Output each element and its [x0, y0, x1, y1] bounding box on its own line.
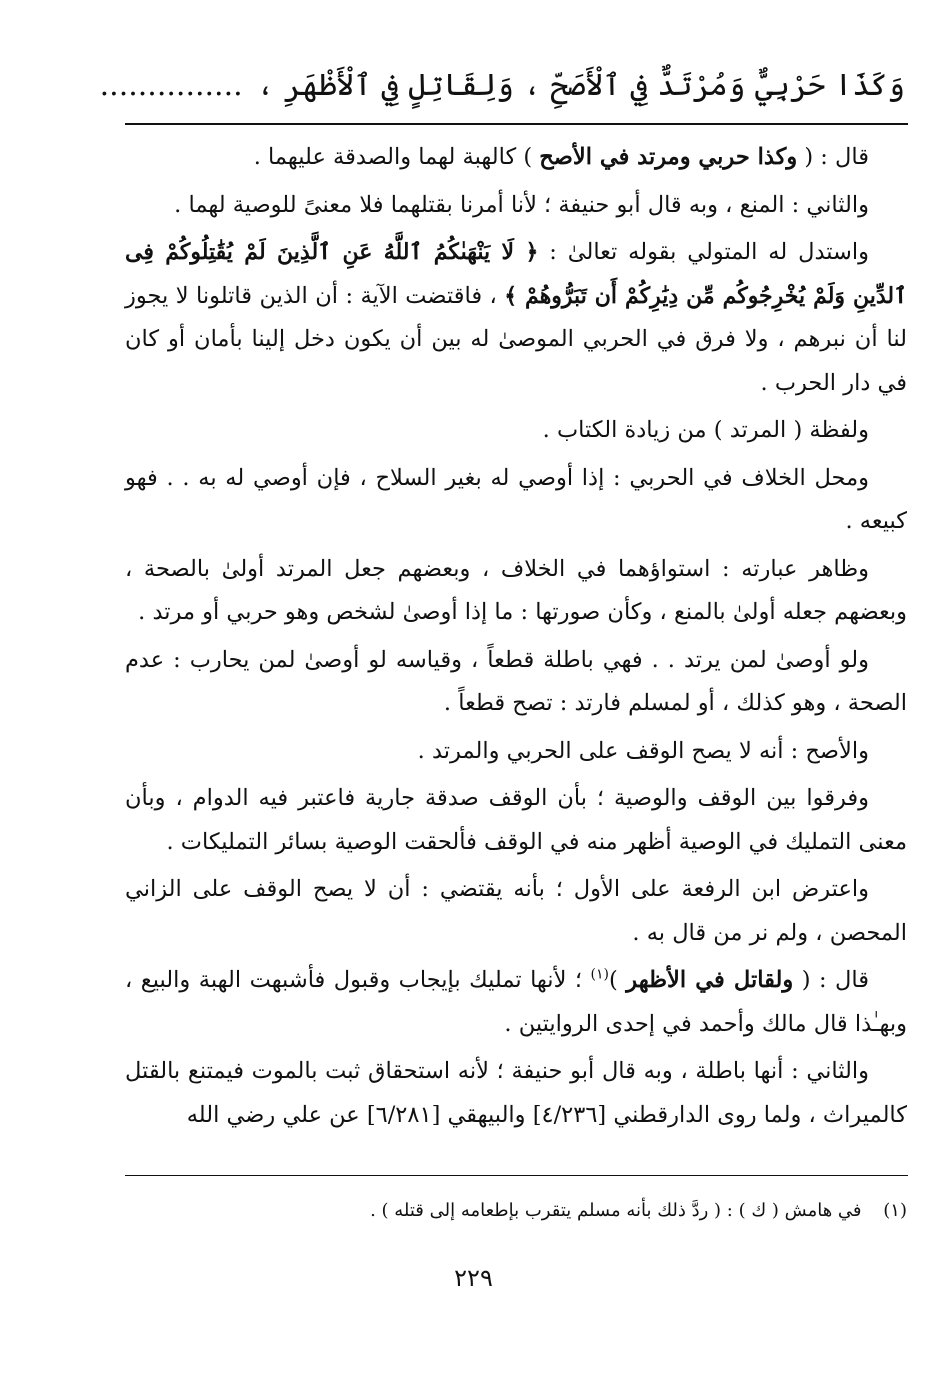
paragraph-text: ) — [609, 967, 627, 993]
paragraph — [125, 1050, 907, 1137]
paragraph-text: ولو أوصىٰ لمن يرتد . . فهي باطلة قطعاً ، وقياسه لو أوصىٰ لمن يحارب : عدم الصحة ، وهو كذلك ، أو لمسلم فارتد : تصح قطعاً . — [125, 646, 907, 716]
paragraph-text: قال : ( — [793, 967, 869, 993]
paragraph-text: ، فاقتضت الآية : أن الذين قاتلونا لا يجوز لنا أن نبرهم ، ولا فرق في الحربي الموصىٰ له بين أن يكون دخل إلينا بأمان أو كان في دار الحرب . — [125, 282, 907, 396]
paragraph-text: والثاني : المنع ، وبه قال أبو حنيفة ؛ لأنا أمرنا بقتلهما فلا معنىً للوصية لهما . — [174, 191, 869, 218]
matn-quote: ولقاتل في الأظهر — [626, 967, 794, 993]
matn-text: وَكَذَا حَرْبِيٌّ وَمُرْتَدٌّ فِي ٱلْأَصَحِّ ، وَلِقَاتِلٍ فِي ٱلْأَظْهَرِ ، — [256, 68, 905, 103]
paragraph — [125, 457, 907, 544]
footnote-ref: (١) — [590, 966, 610, 983]
paragraph — [125, 136, 907, 180]
paragraph-text: واعترض ابن الرفعة على الأول ؛ بأنه يقتضي : أن لا يصح الوقف على الزاني المحصن ، ولم نر من قال به . — [125, 876, 907, 946]
paragraph-text: ولفظة ( المرتد ) من زيادة الكتاب . — [542, 417, 869, 443]
paragraph-text: واستدل له المتولي بقوله تعالىٰ : — [538, 239, 870, 265]
matn-dots: ............... — [99, 68, 243, 103]
quran-verse: ﴿ لَا يَنْهَىٰكُمُ ٱللَّهُ عَنِ ٱلَّذِينَ لَمْ يُقَٰتِلُوكُمْ فِى ٱلدِّينِ وَلَمْ يُخْرِجُوكُم مِّن دِيَٰرِكُمْ أَن تَبَرُّوهُمْ ﴾ — [125, 239, 907, 309]
header-rule — [125, 123, 908, 125]
paragraph — [125, 409, 907, 453]
footnote — [125, 1194, 907, 1228]
paragraph-text: والأصح : أنه لا يصح الوقف على الحربي والمرتد . — [417, 737, 869, 764]
page-number: ٢٢٩ — [454, 1264, 493, 1292]
paragraph — [125, 184, 907, 228]
footnote-rule — [125, 1175, 908, 1176]
paragraph-text: ومحل الخلاف في الحربي : إذا أوصي له بغير السلاح ، فإن أوصي له به . . فهو كبيعه . — [125, 464, 907, 534]
paragraph-text: وظاهر عبارته : استواؤهما في الخلاف ، وبعضهم جعل المرتد أولىٰ بالصحة ، وبعضهم جعله أولىٰ بالمنع ، وكأن صورتها : ما إذا أوصىٰ لشخص وهو حربي أو مرتد . — [125, 555, 907, 625]
paragraph-text: وفرقوا بين الوقف والوصية ؛ بأن الوقف صدقة جارية فاعتبر فيه الدوام ، وبأن معنى التمليك في الوصية أظهر منه في الوقف فألحقت الوصية بسائر التمليكات . — [125, 785, 907, 855]
paragraph — [125, 730, 907, 774]
footnote-text: في هامش ( ك ) : ( ردَّ ذلك بأنه مسلم يتقرب بإطعامه إلى قتله ) . — [370, 1200, 862, 1221]
paragraph — [125, 548, 907, 635]
matn-quote: وكذا حربي ومرتد في الأصح — [539, 144, 798, 170]
paragraph — [125, 868, 907, 955]
paragraph-text: والثاني : أنها باطلة ، وبه قال أبو حنيفة ؛ لأنه استحقاق ثبت بالموت فيمتنع بالقتل كالميراث ، ولما روى الدارقطني [٤/٢٣٦] والبيهقي [٦/٢٨١] عن علي رضي الله — [125, 1058, 907, 1128]
paragraph — [125, 777, 907, 864]
paragraph-text: ؛ لأنها تمليك بإيجاب وقبول فأشبهت الهبة والبيع ، وبهـٰذا قال مالك وأحمد في إحدى الروايتين . — [125, 967, 907, 1037]
paragraph — [125, 231, 907, 405]
paragraph-text: ) كالهبة لهما والصدقة عليهما . — [253, 144, 540, 170]
footnote-number: (١) — [883, 1200, 907, 1221]
paragraph — [125, 959, 907, 1046]
paragraph-text: قال : ( — [797, 144, 869, 170]
paragraph — [125, 639, 907, 726]
commentary-body — [125, 136, 907, 1141]
matn-header — [99, 58, 905, 114]
